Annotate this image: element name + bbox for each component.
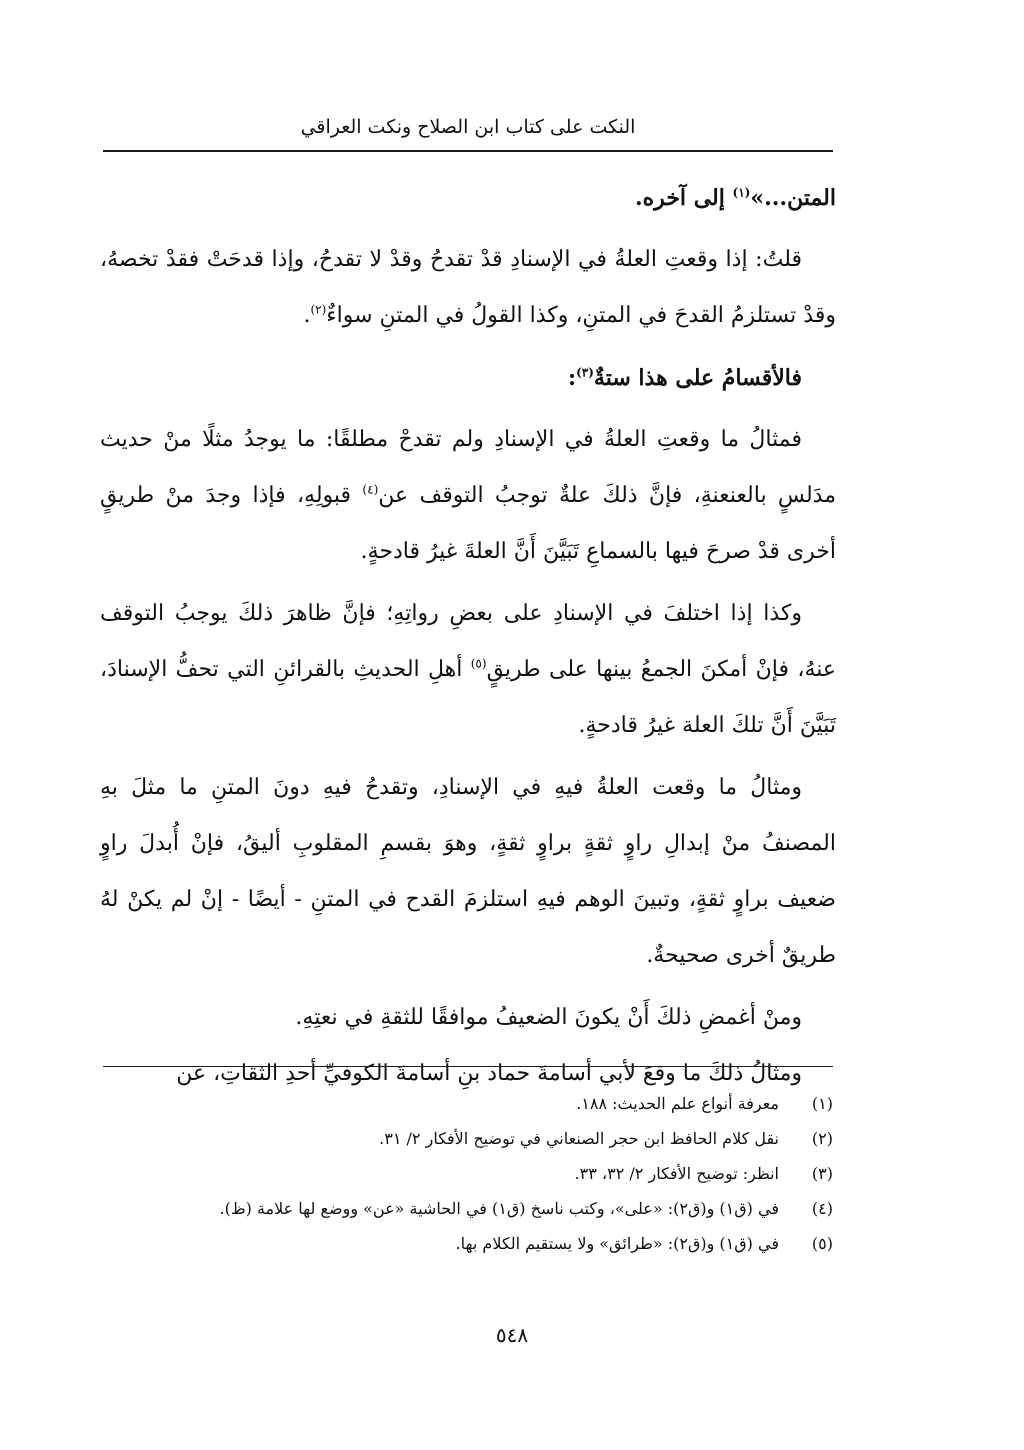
footnotes <box>100 1086 833 1261</box>
paragraph-3-text: فالأقسامُ على هذا ستةٌ <box>593 365 802 391</box>
paragraph-7: ومنْ أغمضِ ذلكَ أَنْ يكونَ الضعيفُ موافقًا للثقةِ في نعتِهِ. <box>295 1005 802 1030</box>
footnote-number: (٥) <box>811 1234 833 1253</box>
paragraph-5 <box>100 586 836 754</box>
footnote-1 <box>100 1086 833 1121</box>
paragraph-2 <box>100 232 836 344</box>
footnote-4 <box>100 1191 833 1226</box>
running-header: النكت على كتاب ابن الصلاح ونكت العراقي <box>300 116 636 138</box>
footnote-text: نقل كلام الحافظ ابن حجر الصنعاني في توضيح الأفكار ٢/ ٣١. <box>379 1129 779 1148</box>
footnote-ref-5[interactable]: (٥) <box>470 656 487 671</box>
footnote-ref-1[interactable]: (١) <box>732 185 751 200</box>
paragraph-1-tail: إلى آخره. <box>635 185 733 211</box>
footnote-number: (٤) <box>811 1199 833 1218</box>
footnote-number: (٣) <box>811 1164 833 1183</box>
paragraph-4-text: فمثالُ ما وقعتِ العلةُ في الإسنادِ ولم تقدحْ مطلقًا: ما يوجدُ مثلًا منْ حديث مدَلسٍ بالعنعنةِ، فإنَّ ذلكَ علةٌ توجبُ التوقف عن <box>100 427 836 508</box>
footnote-ref-4[interactable]: (٤) <box>362 482 379 497</box>
paragraph-4 <box>100 412 836 580</box>
page-number: ٥٤٨ <box>495 1323 529 1347</box>
footnote-number: (١) <box>811 1094 833 1113</box>
footnote-number: (٢) <box>811 1129 833 1148</box>
footnote-ref-3[interactable]: (٣) <box>576 365 594 380</box>
paragraph-3-tail: : <box>567 365 577 391</box>
paragraph-4-tail: قبولِهِ، فإذا وجدَ منْ طريقٍ أخرى قدْ صرحَ فيها بالسماعِ تَبَيَّنَ أَنَّ العلةَ غيرُ قادحةٍ. <box>100 483 836 564</box>
paragraph-5-tail: أهلِ الحديثِ بالقرائنِ التي تحفُّ الإسنادَ، تَبَيَّنَ أَنَّ تلكَ العلة غيرُ قادحةٍ. <box>100 657 836 738</box>
footnote-text: في (ق١) و(ق٢): «طرائق» ولا يستقيم الكلام بها. <box>455 1234 779 1253</box>
footnote-rule <box>103 1066 833 1067</box>
paragraph-1-text: المتن...» <box>750 185 836 211</box>
paragraph-6: ومثالُ ما وقعت العلةُ فيهِ في الإسنادِ، وتقدحُ فيهِ دونَ المتنِ ما مثلَ بهِ المصنفُ منْ إبدالِ راوٍ ثقةٍ براوٍ ثقةٍ، وهوَ بقسمِ المقلوبِ أليقُ، فإنْ أُبدلَ راوٍ ضعيف براوٍ ثقةٍ، وتبينَ الوهم فيهِ استلزمَ القدح في المتنِ - أيضًا - إنْ لم يكنْ لهُ طريقٌ أخرى صحيحةٌ. <box>100 775 836 968</box>
paragraph-3 <box>100 350 836 406</box>
paragraph-5-text: وكذا إذا اختلفَ في الإسنادِ على بعضِ رواتِهِ؛ فإنَّ ظاهرَ ذلكَ يوجبُ التوقف عنهُ، فإنْ أمكنَ الجمعُ بينها على طريقٍ <box>100 601 837 682</box>
main-text <box>100 170 836 1102</box>
footnote-ref-2[interactable]: (٢) <box>310 302 327 317</box>
footnote-text: انظر: توضيح الأفكار ٢/ ٣٢، ٣٣. <box>574 1164 779 1183</box>
paragraph-1 <box>100 170 836 226</box>
paragraph-8: ومثالُ ذلكَ ما وقعَ لأبي أسامةَ حماد بنِ أسامةَ الكوفيِّ أحدِ الثقاتِ، عن <box>176 1061 802 1086</box>
paragraph-2-text: قلتُ: إذا وقعتِ العلةُ في الإسنادِ قدْ تقدحُ وقدْ لا تقدحُ، وإذا قدحَتْ فقدْ تخصهُ، وقدْ تستلزمُ القدحَ في المتنِ، وكذا القولُ في المتنِ سواءٌ <box>100 247 836 328</box>
footnote-text: في (ق١) و(ق٢): «على»، وكتب ناسخ (ق١) في الحاشية «عن» ووضع لها علامة (ظ). <box>219 1199 779 1218</box>
footnote-3 <box>100 1156 833 1191</box>
footnote-5 <box>100 1226 833 1261</box>
header-rule <box>103 150 833 152</box>
paragraph-2-tail: . <box>303 303 311 328</box>
footnote-text: معرفة أنواع علم الحديث: ١٨٨. <box>576 1094 779 1113</box>
footnote-2 <box>100 1121 833 1156</box>
